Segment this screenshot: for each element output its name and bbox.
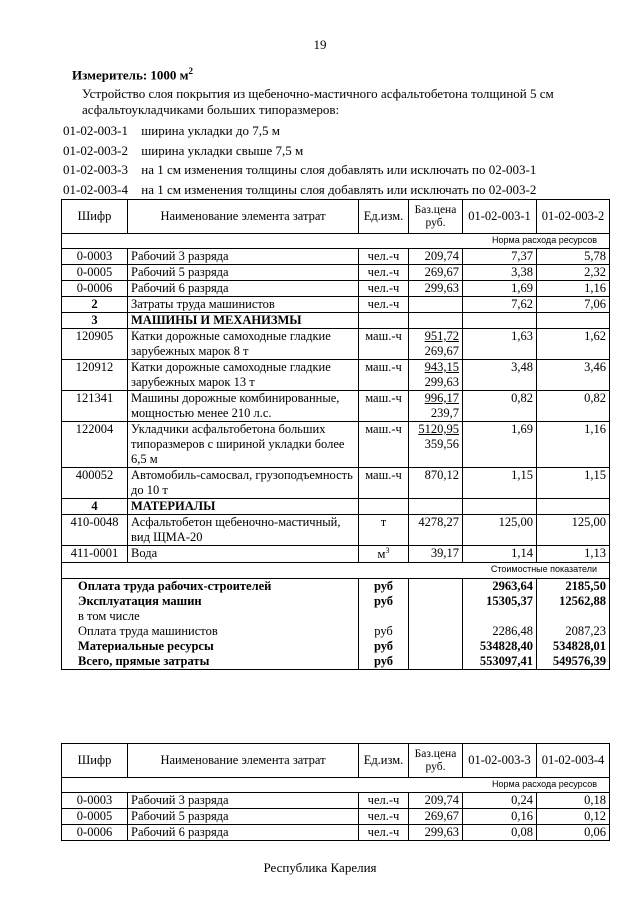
row-value-1: 7,37 [463,249,537,265]
table-row [62,281,610,297]
unit-text: чел.-ч [367,265,400,279]
row-price [409,499,463,515]
row-unit [359,546,409,563]
row-value-2: 5,78 [537,249,610,265]
row-price [409,249,463,265]
row-price [409,515,463,546]
row-unit [359,499,409,515]
cost-unit: руб [359,579,409,595]
row-price [409,360,463,391]
row-code: 4 [62,499,128,515]
row-value-2: 1,62 [537,329,610,360]
price-value: 870,12 [424,468,459,482]
row-name: Рабочий 3 разряда [128,793,359,809]
norm-label-row [62,778,610,793]
price-machinist: 239,7 [430,406,459,420]
table-header-row [62,744,610,778]
cost-row [62,594,610,609]
row-name: Рабочий 6 разряда [128,281,359,297]
row-price: 269,67 [409,809,463,825]
row-value-1: 1,14 [463,546,537,563]
table-row [62,422,610,468]
row-code: 0-0006 [62,281,128,297]
table-header-row [62,200,610,234]
cost-label-row [62,563,610,579]
row-unit [359,360,409,391]
header-unit: Ед.изм. [359,744,409,778]
variant-text: на 1 см изменения толщины слоя добавлять или исключать по 02-003-2 [141,181,537,197]
variant-text: на 1 см изменения толщины слоя добавлять или исключать по 02-003-1 [141,162,537,177]
row-name: МАШИНЫ И МЕХАНИЗМЫ [128,313,359,329]
table-row [62,329,610,360]
cost-value-1: 2963,64 [463,579,537,595]
row-value-2 [537,499,610,515]
cost-price [409,594,463,609]
row-price [409,265,463,281]
row-value-2: 0,06 [537,825,610,841]
unit-text: м [377,547,386,562]
row-price [409,313,463,329]
row-name: Рабочий 6 разряда [128,825,359,841]
row-value-1: 7,62 [463,297,537,313]
header-price: Баз.цена руб. [409,744,463,778]
meter-label: Измеритель: 1000 м [72,67,189,83]
row-unit [359,313,409,329]
resource-rows [62,793,610,841]
table-row [62,809,610,825]
row-price [409,422,463,468]
cost-value-1: 534828,40 [463,639,537,654]
row-unit [359,281,409,297]
row-name: Асфальтобетон щебеночно-мастичный, вид ЩМА-20 [128,515,359,546]
cost-price [409,579,463,595]
table-row [62,391,610,422]
unit-text: т [380,515,387,529]
row-value-2: 3,46 [537,360,610,391]
row-name: Автомобиль-самосвал, грузоподъемность до 10 т [128,468,359,499]
resource-rows [62,249,610,563]
row-value-2: 1,13 [537,546,610,563]
row-value-1: 125,00 [463,515,537,546]
row-name: Рабочий 5 разряда [128,809,359,825]
cost-value-2 [537,609,610,624]
row-price [409,297,463,313]
variant-item [63,160,536,180]
row-code: 411-0001 [62,546,128,563]
row-value-2: 0,12 [537,809,610,825]
row-unit [359,468,409,499]
norm-label-row [62,234,610,249]
row-value-2: 2,32 [537,265,610,281]
row-price [409,468,463,499]
cost-label: Стоимостные показатели [62,563,610,579]
cost-value-1: 2286,48 [463,624,537,639]
cost-rows [62,579,610,670]
row-code: 410-0048 [62,515,128,546]
variant-list [63,121,536,199]
header-col-1: 01-02-003-1 [463,200,537,234]
cost-name: Всего, прямые затраты [62,654,359,670]
cost-name: Оплата труда рабочих-строителей [62,579,359,595]
row-value-1: 3,48 [463,360,537,391]
row-code: 0-0003 [62,793,128,809]
row-code: 120905 [62,329,128,360]
table-row [62,515,610,546]
row-price: 209,74 [409,793,463,809]
row-value-2: 0,18 [537,793,610,809]
row-value-1: 1,69 [463,281,537,297]
header-price: Баз.цена руб. [409,200,463,234]
variant-text: ширина укладки до 7,5 м [141,123,280,138]
table-row [62,265,610,281]
cost-unit: руб [359,594,409,609]
row-unit [359,515,409,546]
price-value: 5120,95 [418,422,459,436]
price-value: 996,17 [424,391,459,405]
header-name: Наименование элемента затрат [128,744,359,778]
row-value-1: 1,63 [463,329,537,360]
row-value-1 [463,313,537,329]
page-footer: Республика Карелия [263,860,377,875]
cost-value-2: 549576,39 [537,654,610,670]
cost-value-2: 12562,88 [537,594,610,609]
price-value: 299,63 [424,281,459,295]
resource-table-2 [61,743,610,841]
row-unit [359,422,409,468]
variant-item [63,141,536,161]
table-row [62,546,610,563]
cost-price [409,609,463,624]
row-unit [359,391,409,422]
section-row [62,313,610,329]
cost-unit: руб [359,654,409,670]
cost-value-1 [463,609,537,624]
row-price: 299,63 [409,825,463,841]
unit-sup: 3 [385,546,390,555]
variant-code: 01-02-003-3 [63,162,128,177]
header-name: Наименование элемента затрат [128,200,359,234]
row-price [409,281,463,297]
cost-row [62,639,610,654]
row-code: 400052 [62,468,128,499]
cost-price [409,624,463,639]
table-row [62,360,610,391]
cost-value-2: 2087,23 [537,624,610,639]
row-unit: чел.-ч [359,793,409,809]
unit-text: чел.-ч [367,281,400,295]
row-code: 0-0005 [62,809,128,825]
cost-name: в том числе [62,609,359,624]
row-unit: чел.-ч [359,809,409,825]
row-code: 0-0006 [62,825,128,841]
norm-label: Норма расхода ресурсов [62,234,610,249]
row-unit [359,249,409,265]
header-col-2: 01-02-003-2 [537,200,610,234]
work-description: Устройство слоя покрытия из щебеночно-мастичного асфальтобетона толщиной 5 см асфальтоукладчиками больших типоразмеров: [82,86,554,117]
row-name: Катки дорожные самоходные гладкие зарубежных марок 8 т [128,329,359,360]
row-value-2: 0,82 [537,391,610,422]
row-value-1: 0,24 [463,793,537,809]
header-code: Шифр [62,744,128,778]
price-value: 951,72 [424,329,459,343]
cost-value-1: 553097,41 [463,654,537,670]
row-value-2: 1,16 [537,281,610,297]
cost-price [409,654,463,670]
resource-table-1 [61,199,610,670]
price-value: 4278,27 [418,515,459,529]
cost-value-2: 2185,50 [537,579,610,595]
row-value-1: 3,38 [463,265,537,281]
row-name: Укладчики асфальтобетона больших типоразмеров с шириной укладки более 6,5 м [128,422,359,468]
table-row [62,468,610,499]
row-value-2: 125,00 [537,515,610,546]
row-value-1: 1,69 [463,422,537,468]
row-value-1: 0,82 [463,391,537,422]
row-value-1: 0,08 [463,825,537,841]
price-machinist: 299,63 [424,375,459,389]
row-price [409,546,463,563]
cost-value-2: 534828,01 [537,639,610,654]
row-value-2: 1,15 [537,468,610,499]
cost-row [62,579,610,595]
cost-unit: руб [359,624,409,639]
row-unit [359,297,409,313]
row-code: 0-0005 [62,265,128,281]
price-value: 39,17 [430,546,459,560]
variant-item [63,121,536,141]
page-number: 19 [313,37,327,52]
row-name: Катки дорожные самоходные гладкие зарубежных марок 13 т [128,360,359,391]
row-name: Вода [128,546,359,563]
row-name: Затраты труда машинистов [128,297,359,313]
table-row [62,297,610,313]
row-name: Машины дорожные комбинированные, мощностью менее 210 л.с. [128,391,359,422]
row-value-1 [463,499,537,515]
cost-unit: руб [359,639,409,654]
row-code: 121341 [62,391,128,422]
row-code: 0-0003 [62,249,128,265]
section-row [62,499,610,515]
unit-text: маш.-ч [365,468,402,482]
cost-value-1: 15305,37 [463,594,537,609]
header-col-1: 01-02-003-3 [463,744,537,778]
meter-sup: 2 [188,66,194,76]
header-unit: Ед.изм. [359,200,409,234]
price-machinist: 359,56 [424,437,459,451]
cost-price [409,639,463,654]
variant-code: 01-02-003-1 [63,123,128,138]
price-value: 943,15 [424,360,459,374]
cost-unit [359,609,409,624]
row-value-1: 0,16 [463,809,537,825]
price-machinist: 269,67 [424,344,459,358]
variant-text: ширина укладки свыше 7,5 м [141,142,304,158]
table-row [62,249,610,265]
row-code: 2 [62,297,128,313]
unit-text: маш.-ч [365,391,402,405]
row-unit [359,329,409,360]
row-unit [359,265,409,281]
norm-label: Норма расхода ресурсов [62,778,610,793]
cost-row [62,609,610,624]
unit-text: чел.-ч [367,297,400,311]
cost-name: Эксплуатация машин [62,594,359,609]
row-code: 122004 [62,422,128,468]
row-value-2 [537,313,610,329]
row-price [409,329,463,360]
cost-row [62,654,610,670]
cost-row [62,624,610,639]
meter-heading [72,66,193,83]
variant-code: 01-02-003-4 [63,181,128,197]
row-code: 3 [62,313,128,329]
variant-item [63,180,536,200]
table-row [62,793,610,809]
unit-text: маш.-ч [365,329,402,343]
cost-name: Оплата труда машинистов [62,624,359,639]
table-row [62,825,610,841]
row-value-1: 1,15 [463,468,537,499]
header-col-2: 01-02-003-4 [537,744,610,778]
price-value: 209,74 [424,249,459,263]
header-code: Шифр [62,200,128,234]
row-name: Рабочий 3 разряда [128,249,359,265]
row-value-2: 1,16 [537,422,610,468]
row-code: 120912 [62,360,128,391]
unit-text: маш.-ч [365,360,402,374]
unit-text: чел.-ч [367,249,400,263]
row-name: МАТЕРИАЛЫ [128,499,359,515]
row-name: Рабочий 5 разряда [128,265,359,281]
variant-code: 01-02-003-2 [63,142,128,158]
row-value-2: 7,06 [537,297,610,313]
price-value: 269,67 [424,265,459,279]
cost-name: Материальные ресурсы [62,639,359,654]
row-unit: чел.-ч [359,825,409,841]
unit-text: маш.-ч [365,422,402,436]
row-price [409,391,463,422]
